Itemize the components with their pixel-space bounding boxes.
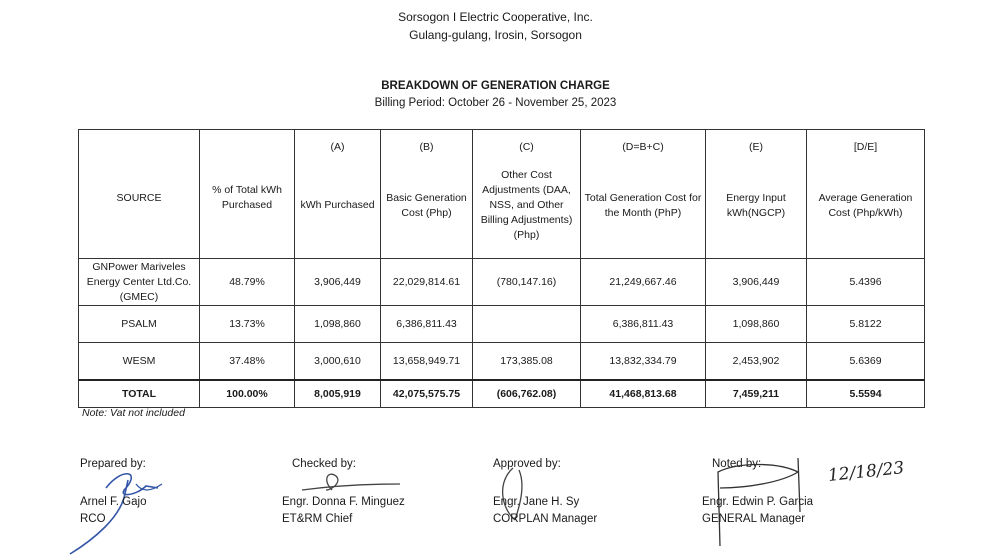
signatory-role: ET&RM Chief (282, 513, 353, 525)
handwritten-date: 12/18/23 (827, 458, 906, 486)
signatory-label: Approved by: (493, 458, 561, 470)
col-header-energy-input: (E) Energy Input kWh(NGCP) (706, 130, 807, 259)
cell-source: GNPower Mariveles Energy Center Ltd.Co. (GMEC) (79, 259, 200, 306)
org-address: Gulang-gulang, Irosin, Sorsogon (409, 28, 582, 42)
signatory-prepared (80, 456, 260, 555)
cell-total: 6,386,811.43 (581, 306, 706, 343)
signatory-label: Prepared by: (80, 458, 146, 470)
col-header-source: SOURCE (79, 130, 200, 259)
table-row (79, 306, 925, 343)
cell-percent: 37.48% (200, 343, 295, 381)
cell-kwh: 1,098,860 (295, 306, 381, 343)
cell-energy: 3,906,449 (706, 259, 807, 306)
col-header-average-cost: [D/E] Average Generation Cost (Php/kWh) (807, 130, 925, 259)
cell-total-energy: 7,459,211 (706, 380, 807, 408)
cell-total-other: (606,762.08) (473, 380, 581, 408)
signatory-noted (702, 456, 972, 555)
signatory-role: CORPLAN Manager (493, 513, 598, 525)
col-header-other-adjustments: (C) Other Cost Adjustments (DAA, NSS, and Other Billing Adjustments) (Php) (473, 130, 581, 259)
signatory-name: Arnel F. Gajo (80, 496, 147, 508)
cell-total: 21,249,667.46 (581, 259, 706, 306)
signatory-name: Engr. Edwin P. Garcia (702, 496, 814, 508)
cell-average: 5.8122 (807, 306, 925, 343)
cell-other: 173,385.08 (473, 343, 581, 381)
col-header-kwh-purchased: (A) kWh Purchased (295, 130, 381, 259)
cell-energy: 1,098,860 (706, 306, 807, 343)
signatory-role: RCO (80, 513, 106, 525)
cell-basic: 6,386,811.43 (381, 306, 473, 343)
table-row (79, 343, 925, 381)
cell-total-average: 5.5594 (807, 380, 925, 408)
cell-percent: 48.79% (200, 259, 295, 306)
org-name: Sorsogon I Electric Cooperative, Inc. (398, 10, 593, 24)
table-header-row (79, 130, 925, 259)
cell-total-kwh: 8,005,919 (295, 380, 381, 408)
cell-total-label: TOTAL (79, 380, 200, 408)
cell-total: 13,832,334.79 (581, 343, 706, 381)
cell-source: PSALM (79, 306, 200, 343)
cell-other (473, 306, 581, 343)
cell-other: (780,147.16) (473, 259, 581, 306)
cell-percent: 13.73% (200, 306, 295, 343)
cell-source: WESM (79, 343, 200, 381)
cell-basic: 13,658,949.71 (381, 343, 473, 381)
cell-total-percent: 100.00% (200, 380, 295, 408)
billing-period: Billing Period: October 26 - November 25, 2023 (374, 97, 617, 109)
cell-average: 5.6369 (807, 343, 925, 381)
cell-total-total: 41,468,813.68 (581, 380, 706, 408)
col-header-basic-cost: (B) Basic Generation Cost (Php) (381, 130, 473, 259)
vat-note: Note: Vat not included (82, 407, 185, 419)
cell-energy: 2,453,902 (706, 343, 807, 381)
generation-charge-table (78, 129, 925, 408)
cell-average: 5.4396 (807, 259, 925, 306)
cell-kwh: 3,906,449 (295, 259, 381, 306)
signatory-name: Engr. Donna F. Minguez (282, 496, 405, 508)
document-title: BREAKDOWN OF GENERATION CHARGE (381, 80, 610, 92)
signatory-approved (493, 456, 673, 536)
table-row (79, 259, 925, 306)
signatory-name: Engr. Jane H. Sy (493, 496, 580, 508)
table-total-row (79, 380, 925, 408)
signatory-role: GENERAL Manager (702, 513, 806, 525)
col-header-percent: % of Total kWh Purchased (200, 130, 295, 259)
col-header-total-cost: (D=B+C) Total Generation Cost for the Month (PhP) (581, 130, 706, 259)
signatory-label: Noted by: (712, 458, 762, 470)
cell-total-basic: 42,075,575.75 (381, 380, 473, 408)
signatory-checked (282, 456, 472, 536)
cell-kwh: 3,000,610 (295, 343, 381, 381)
signatory-label: Checked by: (292, 458, 356, 470)
cell-basic: 22,029,814.61 (381, 259, 473, 306)
